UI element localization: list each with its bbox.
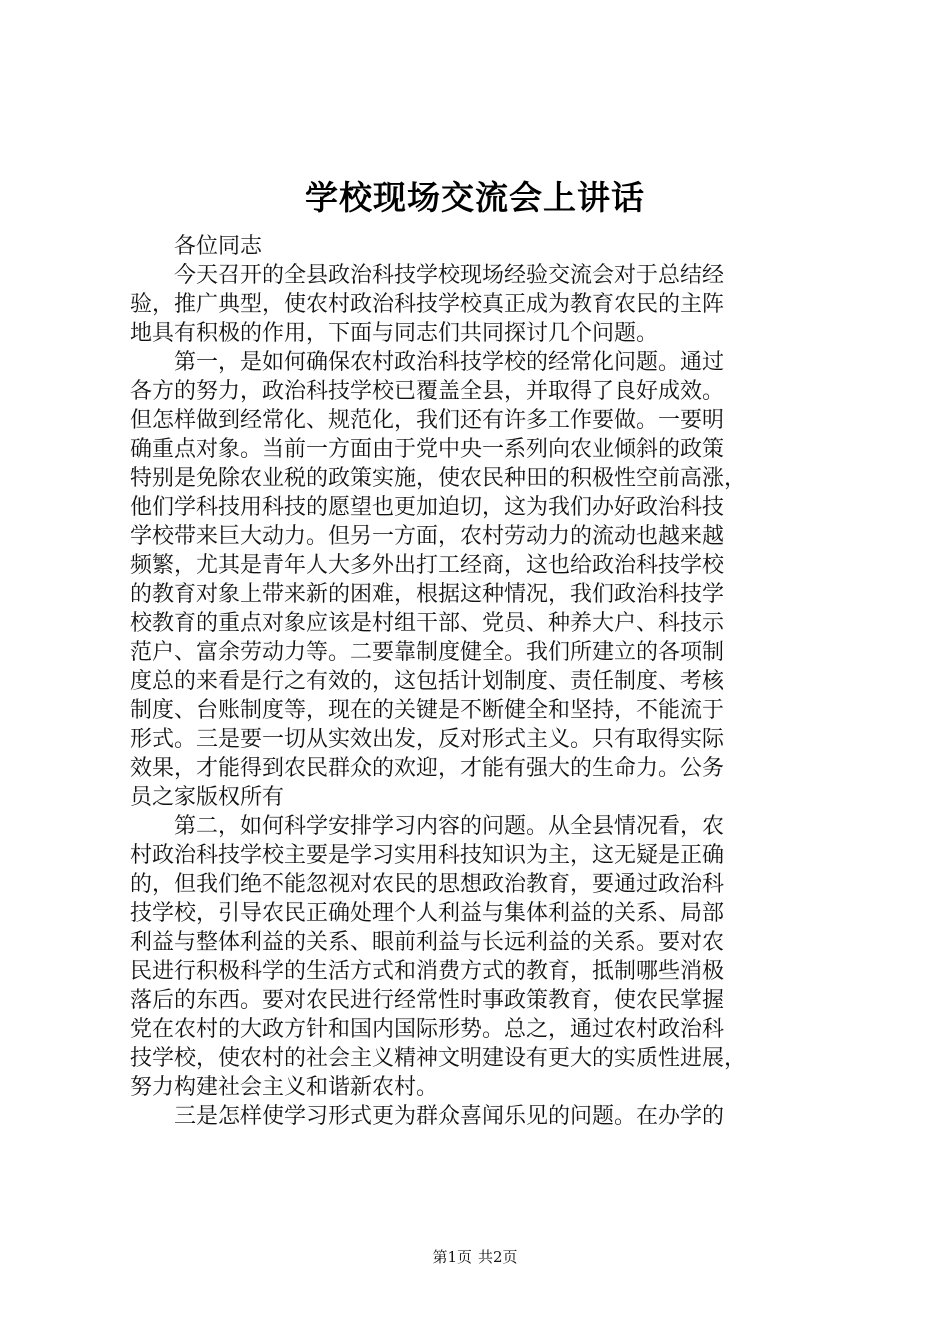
document-body bbox=[130, 232, 830, 1131]
page-footer bbox=[0, 1247, 950, 1267]
document-title: 学校现场交流会上讲话 bbox=[305, 178, 645, 217]
salutation: 各位同志 bbox=[174, 234, 263, 259]
paragraph-third-point: 三是怎样使学习形式更为群众喜闻乐见的问题。在办学的 bbox=[174, 1104, 725, 1129]
page-number: 第1页 bbox=[432, 1248, 472, 1266]
page-total: 共2页 bbox=[478, 1248, 518, 1266]
paragraph-second-point: 第二，如何科学安排学习内容的问题。从全县情况看，农 村政治科技学校主要是学习实用科技知识为主，这无疑是正确 的，但我们绝不能忽视对农民的思想政治教育，要通过政治科 技学校，引导农民正确处理个人利益与集体利益的关系、局部 利益与整体利益的关系、眼前利益与长远利益的关系。要对农 民进行积极科学的生活方式和消费方式的教育，抵制哪些消极 落后的东西。要对农民进行经常性时事政策教育，使农民掌握 党在农村的大政方针和国内国际形势。总之，通过农村政治科 技学校，使农村的社会主义精神文明建设有更大的实质性进展， 努力构建社会主义和谐新农村。 bbox=[130, 814, 747, 1100]
paragraph-first-point: 第一，是如何确保农村政治科技学校的经常化问题。通过 各方的努力，政治科技学校已覆盖全县，并取得了良好成效。 但怎样做到经常化、规范化，我们还有许多工作要做。一要明 确重点对象。当前一方面由于党中央一系列向农业倾斜的政策 特别是免除农业税的政策实施，使农民种田的积极性空前高涨， 他们学科技用科技的愿望也更加迫切，这为我们办好政治科技 学校带来巨大动力。但另一方面，农村劳动力的流动也越来越 频繁，尤其是青年人大多外出打工经商，这也给政治科技学校 的教育对象上带来新的困难，根据这种情况，我们政治科技学 校教育的重点对象应该是村组干部、党员、种养大户、科技示 范户、富余劳动力等。二要靠制度健全。我们所建立的各项制 度总的来看是行之有效的，这包括计划制度、责任制度、考核 制度、台账制度等，现在的关键是不断健全和坚持，不能流于 形式。三是要一切从实效出发，反对形式主义。只有取得实际 效果，才能得到农民群众的欢迎，才能有强大的生命力。公务 员之家版权所有 bbox=[130, 350, 747, 810]
paragraph-intro: 今天召开的全县政治科技学校现场经验交流会对于总结经 验，推广典型，使农村政治科技学校真正成为教育农民的主阵 地具有积极的作用，下面与同志们共同探讨几个问题。 bbox=[130, 263, 725, 346]
